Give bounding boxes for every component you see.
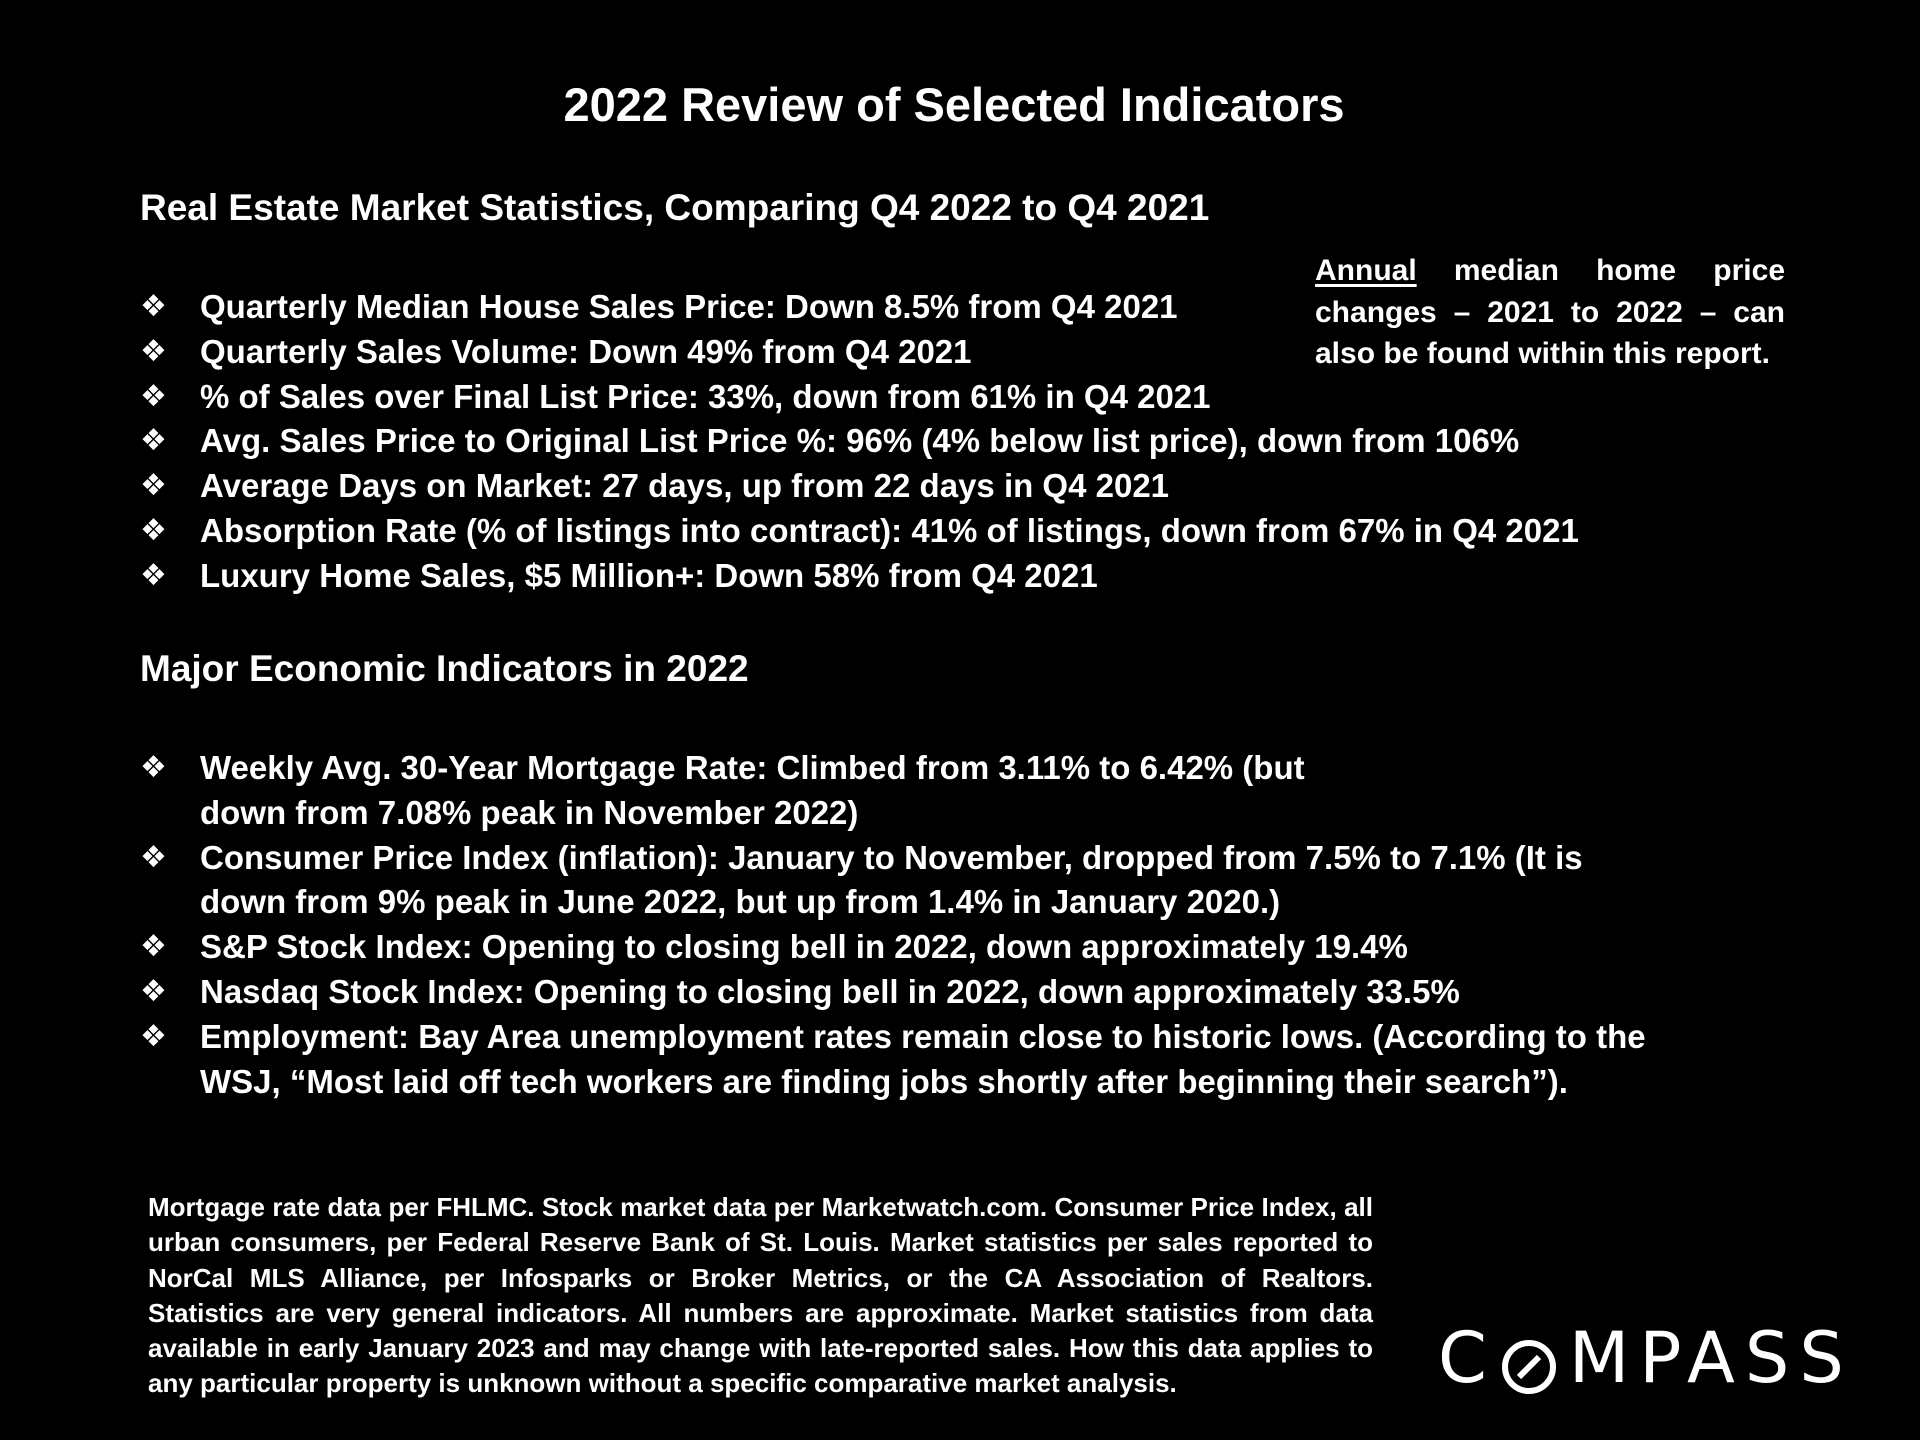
list-item [140,836,1640,926]
list-item [140,1015,1646,1105]
bullet-icon: ❖ [140,1019,167,1053]
bullet-icon: ❖ [140,424,167,458]
bullet-icon: ❖ [140,930,167,964]
bullet-icon: ❖ [140,840,167,874]
list-item-text: Nasdaq Stock Index: Opening to closing bell in 2022, down approximately 33.5% [200,972,1460,1010]
list-item [140,509,1600,554]
source-footnote: Mortgage rate data per FHLMC. Stock market data per Marketwatch.com. Consumer Price Index, all urban consumers, per Federal Reserve Bank of St. Louis. Market statistics per sales reported to NorCal MLS Alliance, per Infosparks or Broker Metrics, or the CA Association of Realtors. Statistics are very general indicators. All numbers are approximate. Market statistics from data available in early January 2023 and may change with late-reported sales. How this data applies to any particular property is unknown without a specific comparative market analysis. [148,1192,1373,1399]
list-item [140,970,1640,1015]
bullet-icon: ❖ [140,974,167,1008]
list-item-text: Quarterly Sales Volume: Down 49% from Q4 2021 [200,332,972,370]
bullet-icon: ❖ [140,290,167,323]
list-item [140,375,1600,420]
economic-list [140,746,1646,1104]
annual-note-text: median home price changes – 2021 to 2022 – can also be found within this report. [1315,254,1785,370]
bullet-icon: ❖ [140,751,167,784]
list-item-text: Luxury Home Sales, $5 Million+: Down 58% from Q4 2021 [200,556,1098,594]
list-item-text-continued: WSJ, “Most laid off tech workers are finding jobs shortly after beginning their search”). [200,1062,1568,1100]
list-item [140,419,1600,464]
list-item-text: Quarterly Median House Sales Price: Down 8.5% from Q4 2021 [200,288,1178,325]
logo-text-suffix: MPASS [1568,1317,1854,1399]
bullet-icon: ❖ [140,558,167,592]
logo-text-prefix: C [1438,1317,1497,1399]
compass-o-icon [1501,1330,1557,1386]
list-item-text-continued: down from 9% peak in June 2022, but up from 1.4% in January 2020.) [200,883,1281,921]
real-estate-heading: Real Estate Market Statistics, Comparing Q4 2022 to Q4 2021 [140,187,1210,228]
list-item-text-continued: down from 7.08% peak in November 2022) [200,793,859,831]
annual-changes-note [1315,250,1785,375]
list-item-text: % of Sales over Final List Price: 33%, down from 61% in Q4 2021 [200,377,1211,415]
bullet-icon: ❖ [140,334,167,368]
bullet-icon: ❖ [140,469,167,503]
page-title: 2022 Review of Selected Indicators [563,78,1345,131]
list-item-text: Absorption Rate (% of listings into contract): 41% of listings, down from 67% in Q4 2021 [200,511,1579,549]
list-item [140,464,1600,509]
list-item-text: S&P Stock Index: Opening to closing bell in 2022, down approximately 19.4% [200,928,1408,966]
list-item [140,554,1600,599]
annual-underlined-word: Annual [1315,254,1417,287]
list-item-text: Consumer Price Index (inflation): January to November, dropped from 7.5% to 7.1% (It is [200,838,1583,876]
list-item [140,925,1640,970]
economic-heading: Major Economic Indicators in 2022 [140,648,749,689]
list-item-text: Weekly Avg. 30-Year Mortgage Rate: Climbed from 3.11% to 6.42% (but [200,749,1305,786]
list-item-text: Avg. Sales Price to Original List Price %: 96% (4% below list price), down from 106% [200,422,1520,460]
list-item-text: Average Days on Market: 27 days, up from 22 days in Q4 2021 [200,467,1170,505]
list-item-text: Employment: Bay Area unemployment rates remain close to historic lows. (According to the [200,1017,1646,1055]
bullet-icon: ❖ [140,513,167,547]
compass-logo [1438,1318,1854,1398]
bullet-icon: ❖ [140,379,167,413]
list-item [140,746,1640,836]
